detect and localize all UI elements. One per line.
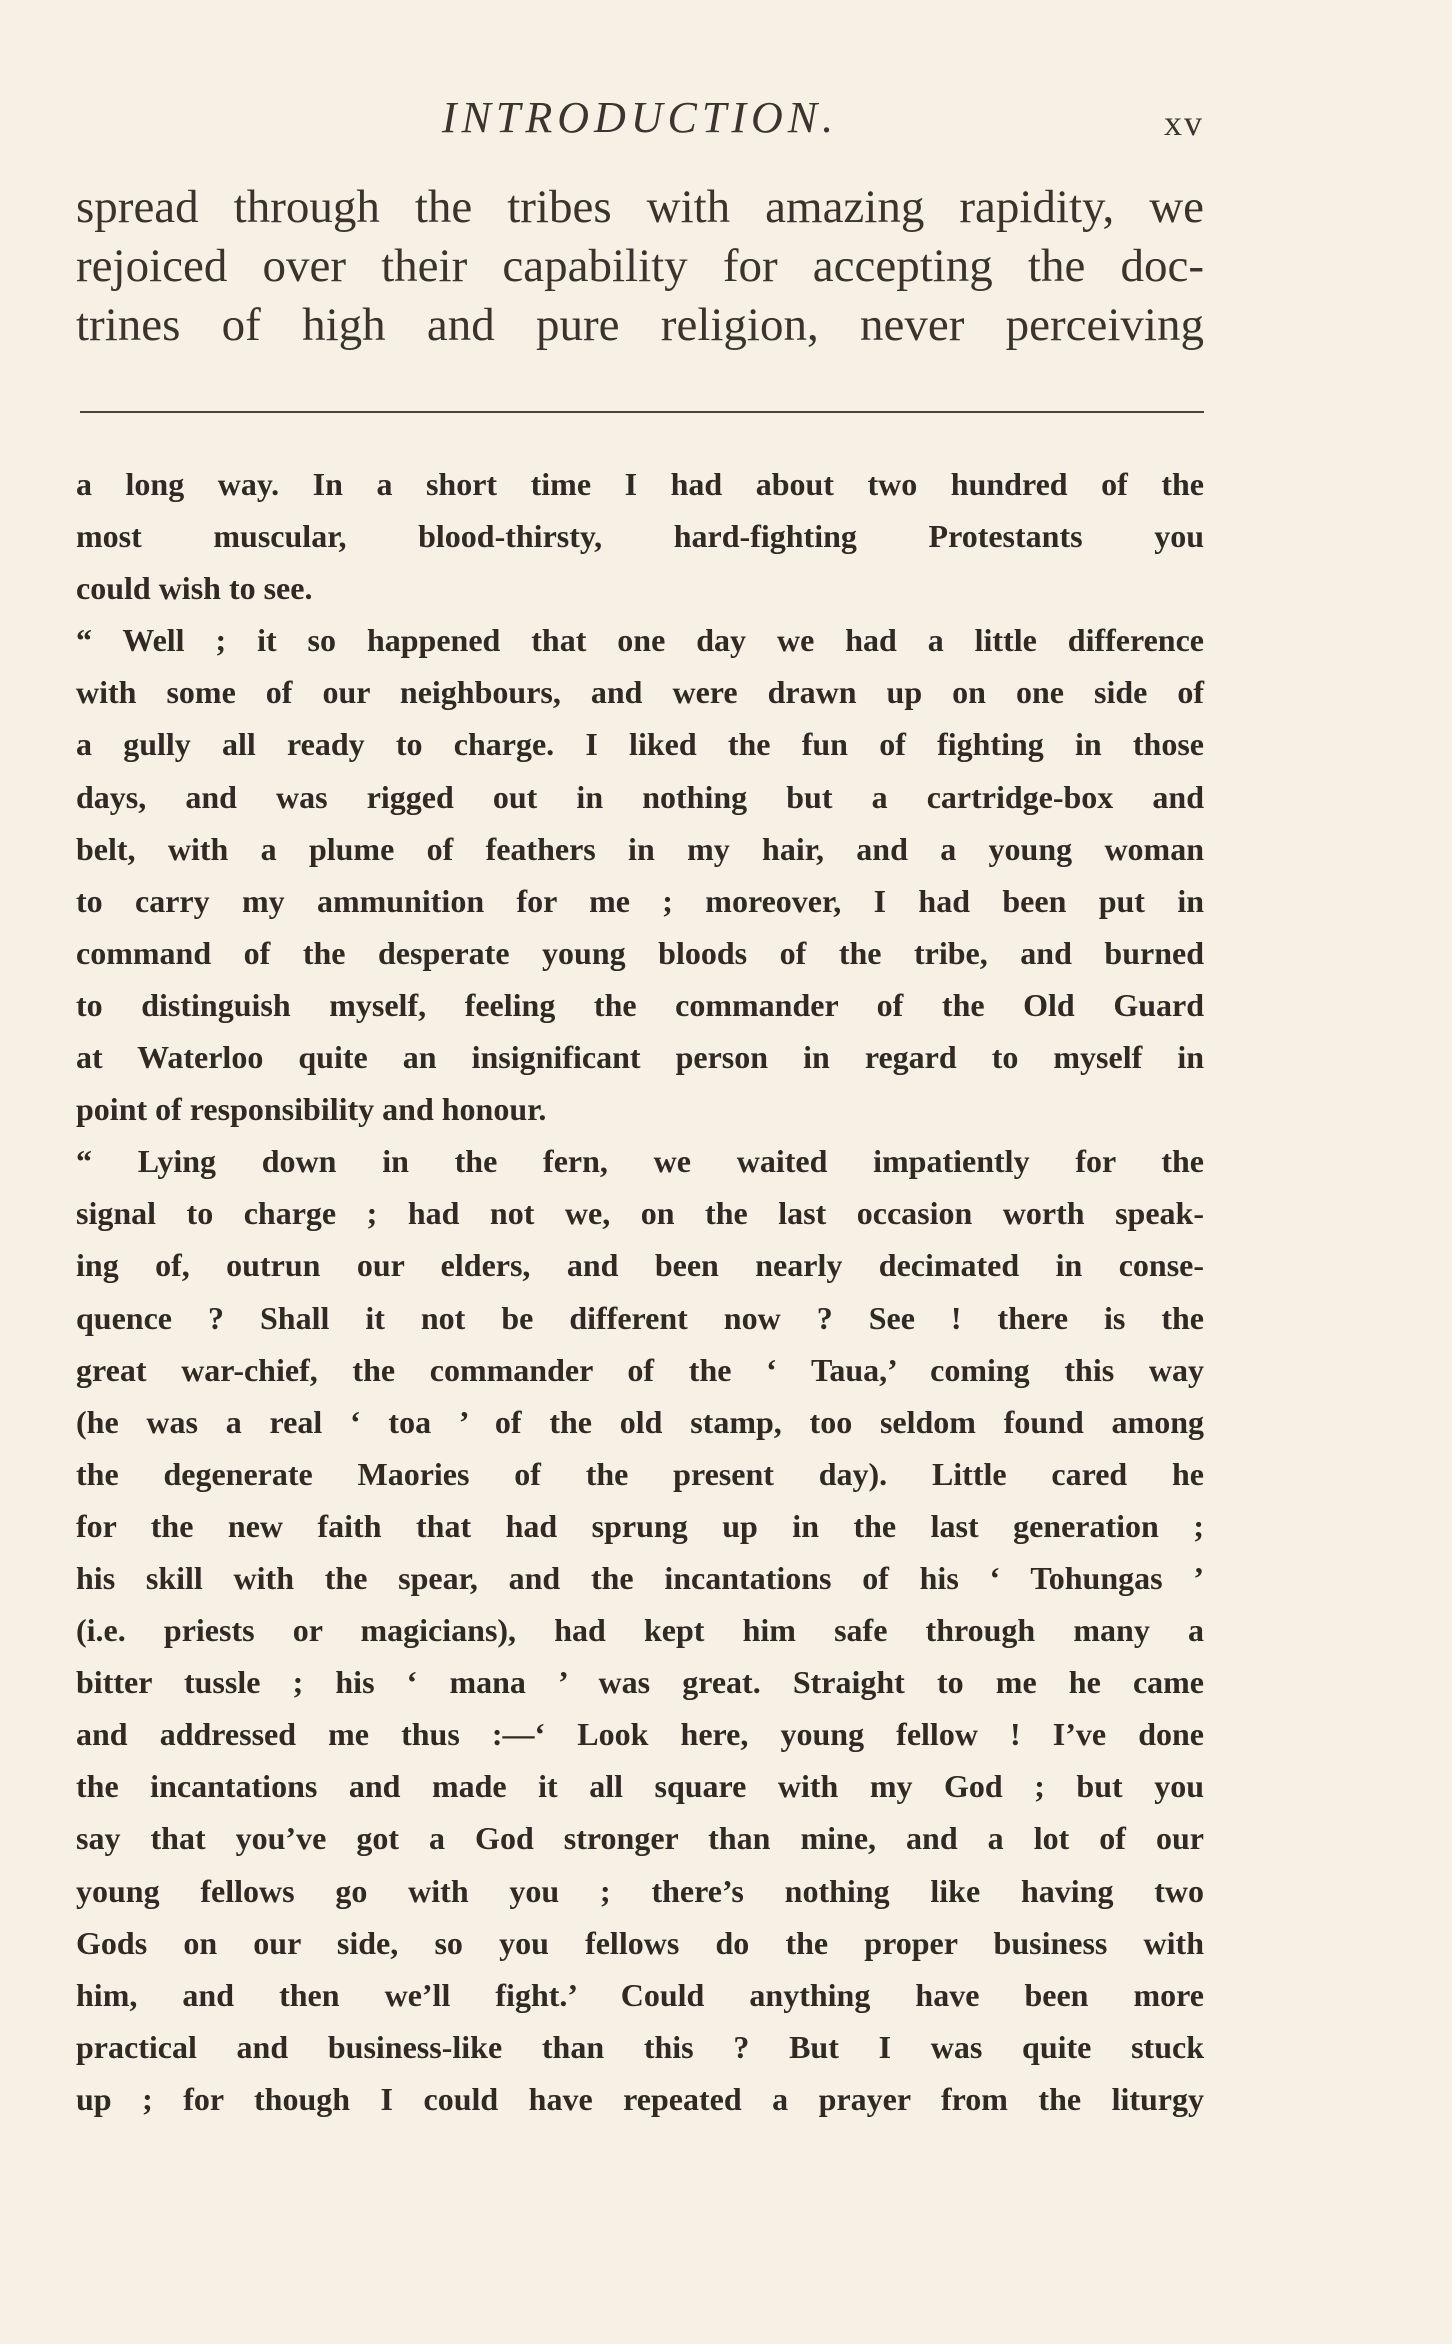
footnote-line: belt, with a plume of feathers in my hair, and a young woman bbox=[76, 830, 1204, 867]
footnote-line: days, and was rigged out in nothing but a cartridge-box and bbox=[76, 778, 1204, 815]
main-text bbox=[76, 178, 1204, 355]
footnote-line: a gully all ready to charge. I liked the fun of fighting in those bbox=[76, 726, 1204, 763]
footnote-line: to carry my ammunition for me ; moreover, I had been put in bbox=[76, 882, 1204, 919]
footnote-line: for the new faith that had sprung up in the last generation ; bbox=[76, 1507, 1204, 1544]
footnote-divider bbox=[80, 411, 1204, 413]
footnote-line: most muscular, blood-thirsty, hard-fighting Protestants you bbox=[76, 518, 1204, 555]
footnote-line: point of responsibility and honour. bbox=[76, 1091, 547, 1128]
footnote-line: (i.e. priests or magicians), had kept him safe through many a bbox=[76, 1612, 1204, 1649]
text-line: trines of high and pure religion, never perceiving bbox=[76, 299, 1204, 351]
footnote-line: practical and business-like than this ? But I was quite stuck bbox=[76, 2028, 1204, 2065]
footnote-line: could wish to see. bbox=[76, 570, 313, 607]
footnote-line: the incantations and made it all square with my God ; but you bbox=[76, 1768, 1204, 1805]
footnote-line: at Waterloo quite an insignificant person in regard to myself in bbox=[76, 1039, 1204, 1076]
footnote bbox=[76, 458, 1204, 2125]
footnote-line: up ; for though I could have repeated a prayer from the liturgy bbox=[76, 2080, 1204, 2117]
footnote-line: quence ? Shall it not be different now ? See ! there is the bbox=[76, 1299, 1204, 1336]
footnote-line: “ Lying down in the fern, we waited impatiently for the bbox=[76, 1143, 1204, 1180]
page-number: xv bbox=[1164, 103, 1204, 143]
footnote-line: the degenerate Maories of the present day). Little cared he bbox=[76, 1455, 1204, 1492]
footnote-line: bitter tussle ; his ‘ mana ’ was great. Straight to me he came bbox=[76, 1664, 1204, 1701]
text-line: spread through the tribes with amazing rapidity, we bbox=[76, 181, 1204, 233]
footnote-line: ing of, outrun our elders, and been nearly decimated in conse- bbox=[76, 1247, 1204, 1284]
text-line: rejoiced over their capability for accepting the doc- bbox=[76, 240, 1204, 292]
footnote-line: great war-chief, the commander of the ‘ Taua,’ coming this way bbox=[76, 1351, 1204, 1388]
footnote-line: and addressed me thus :—‘ Look here, young fellow ! I’ve done bbox=[76, 1716, 1204, 1753]
footnote-line: his skill with the spear, and the incantations of his ‘ Tohungas ’ bbox=[76, 1559, 1204, 1596]
running-head bbox=[76, 92, 1204, 152]
footnote-line: with some of our neighbours, and were drawn up on one side of bbox=[76, 674, 1204, 711]
footnote-line: to distinguish myself, feeling the commander of the Old Guard bbox=[76, 986, 1204, 1023]
running-title: INTRODUCTION. bbox=[441, 93, 839, 142]
footnote-line: command of the desperate young bloods of the tribe, and burned bbox=[76, 934, 1204, 971]
footnote-line: (he was a real ‘ toa ’ of the old stamp, too seldom found among bbox=[76, 1403, 1204, 1440]
footnote-line: signal to charge ; had not we, on the last occasion worth speak- bbox=[76, 1195, 1204, 1232]
footnote-line: “ Well ; it so happened that one day we had a little difference bbox=[76, 622, 1204, 659]
footnote-line: Gods on our side, so you fellows do the proper business with bbox=[76, 1924, 1204, 1961]
footnote-line: a long way. In a short time I had about two hundred of the bbox=[76, 466, 1204, 502]
footnote-line: young fellows go with you ; there’s nothing like having two bbox=[76, 1872, 1204, 1909]
footnote-line: him, and then we’ll fight.’ Could anything have been more bbox=[76, 1976, 1204, 2013]
footnote-line: say that you’ve got a God stronger than mine, and a lot of our bbox=[76, 1820, 1204, 1857]
